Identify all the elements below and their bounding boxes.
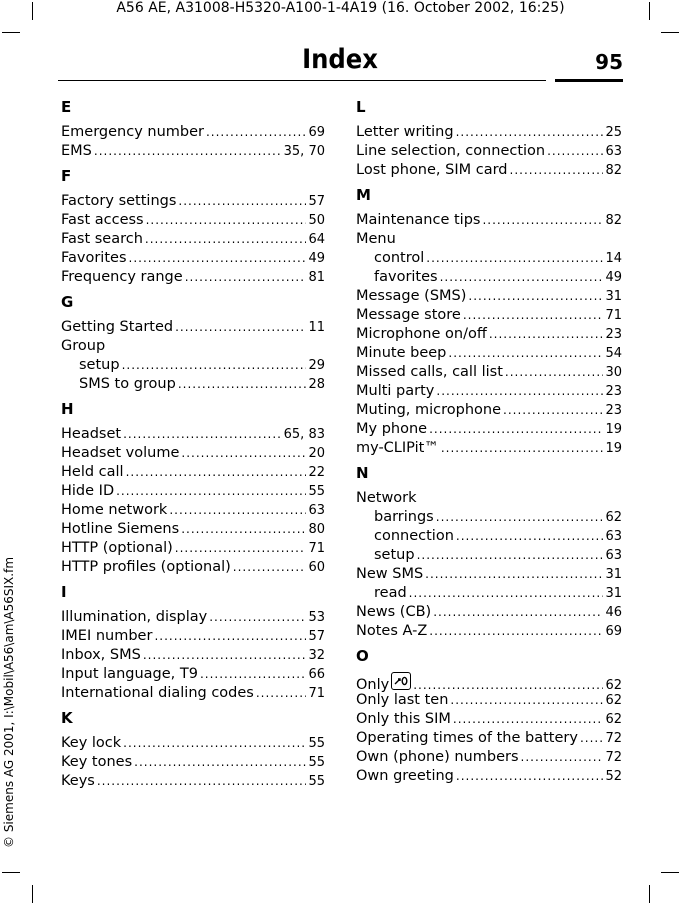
entry-label: Operating times of the battery xyxy=(356,730,578,746)
entry-page: 31 xyxy=(605,567,622,582)
entry-page: 23 xyxy=(605,403,622,418)
index-entry xyxy=(61,558,325,577)
index-entry xyxy=(61,123,325,142)
index-entry xyxy=(356,622,622,641)
index-entry xyxy=(61,211,325,230)
entry-label: SMS to group xyxy=(79,376,176,392)
entry-label: Held call xyxy=(61,464,124,480)
index-entry xyxy=(61,646,325,665)
entry-page: 57 xyxy=(308,629,325,644)
entry-label: Headset volume xyxy=(61,445,180,461)
section-letter: I xyxy=(61,583,67,601)
index-entry xyxy=(61,753,325,772)
crop-mark xyxy=(649,885,650,903)
entry-page: 80 xyxy=(308,522,325,537)
index-entry xyxy=(356,363,622,382)
section-letter: M xyxy=(356,186,371,204)
crop-mark xyxy=(2,872,20,873)
entry-label: Keys xyxy=(61,773,95,789)
entry-page: 35, 70 xyxy=(283,144,325,159)
entry-page: 49 xyxy=(605,270,622,285)
index-entry xyxy=(61,268,325,287)
entry-label: Multi party xyxy=(356,383,435,399)
entry-label: International dialing codes xyxy=(61,685,254,701)
entry-label: Getting Started xyxy=(61,319,174,335)
index-entry xyxy=(356,161,622,180)
key-zero-icon xyxy=(391,672,411,690)
entry-label: New SMS xyxy=(356,566,424,582)
entry-page: 25 xyxy=(605,125,622,140)
entry-page: 55 xyxy=(308,484,325,499)
entry-label: Menu xyxy=(356,231,396,247)
index-entry xyxy=(61,608,325,627)
entry-label: Home network xyxy=(61,502,168,518)
entry-page: 72 xyxy=(605,750,622,765)
entry-label: Minute beep xyxy=(356,345,447,361)
index-section-h xyxy=(61,400,325,577)
section-letter: K xyxy=(61,709,73,727)
index-entry xyxy=(61,192,325,211)
index-section-l xyxy=(356,98,622,180)
entry-page: 71 xyxy=(308,686,325,701)
entry-label: Missed calls, call list xyxy=(356,364,503,380)
index-section-n xyxy=(356,464,622,641)
section-letter: H xyxy=(61,400,74,418)
entry-label: Frequency range xyxy=(61,269,183,285)
entry-label: my-CLIPit™ xyxy=(356,440,439,456)
entry-label: Key lock xyxy=(61,735,122,751)
entry-page: 69 xyxy=(605,624,622,639)
entry-page: 55 xyxy=(308,755,325,770)
entry-label: read xyxy=(374,585,407,601)
entry-page: 71 xyxy=(308,541,325,556)
entry-page: 55 xyxy=(308,774,325,789)
entry-label: Letter writing xyxy=(356,124,454,140)
index-subentry xyxy=(356,527,622,546)
entry-label: Hotline Siemens xyxy=(61,521,180,537)
index-entry xyxy=(61,665,325,684)
entry-page: 31 xyxy=(605,289,622,304)
entry-label: Headset xyxy=(61,426,122,442)
entry-label: connection xyxy=(374,528,454,544)
entry-label: Fast access xyxy=(61,212,144,228)
section-letter: O xyxy=(356,647,369,665)
copyright-sidebar: © Siemens AG 2001, I:\Mobil\A56\am\A56SIX.fm xyxy=(2,556,16,848)
entry-label: Inbox, SMS xyxy=(61,647,141,663)
index-entry xyxy=(61,627,325,646)
index-entry xyxy=(356,325,622,344)
page-title: Index xyxy=(302,44,378,75)
index-subentry xyxy=(356,584,622,603)
entry-label: Emergency number xyxy=(61,124,204,140)
index-subentry xyxy=(356,546,622,565)
crop-mark xyxy=(661,32,679,33)
crop-mark xyxy=(661,872,679,873)
entry-page: 63 xyxy=(605,144,622,159)
index-entry-heading xyxy=(356,230,622,249)
index-entry-heading xyxy=(356,489,622,508)
entry-label: Message (SMS) xyxy=(356,288,467,304)
index-entry xyxy=(356,211,622,230)
index-entry-heading xyxy=(61,337,325,356)
entry-label: Microphone on/off xyxy=(356,326,487,342)
index-entry xyxy=(356,767,622,786)
index-entry xyxy=(356,123,622,142)
entry-label: Line selection, connection xyxy=(356,143,546,159)
entry-label: Input language, T9 xyxy=(61,666,198,682)
entry-page: 49 xyxy=(308,251,325,266)
crop-mark xyxy=(32,885,33,903)
index-entry xyxy=(61,501,325,520)
section-letter: E xyxy=(61,98,72,116)
entry-page: 30 xyxy=(605,365,622,380)
entry-page: 53 xyxy=(308,610,325,625)
entry-label: IMEI number xyxy=(61,628,153,644)
index-entry xyxy=(356,439,622,458)
entry-page: 31 xyxy=(605,586,622,601)
index-subentry xyxy=(61,356,325,375)
entry-page: 63 xyxy=(308,503,325,518)
index-entry xyxy=(356,382,622,401)
index-subentry xyxy=(61,375,325,394)
entry-page: 23 xyxy=(605,384,622,399)
document-meta: A56 AE, A31008-H5320-A100-1-4A19 (16. October 2002, 16:25) xyxy=(116,0,565,16)
entry-label: Group xyxy=(61,338,106,354)
entry-label: Own greeting xyxy=(356,768,454,784)
index-entry xyxy=(356,603,622,622)
index-entry xyxy=(61,318,325,337)
index-entry xyxy=(61,425,325,444)
entry-label: Only last ten xyxy=(356,692,449,708)
entry-label: Key tones xyxy=(61,754,133,770)
entry-page: 19 xyxy=(605,422,622,437)
entry-page: 71 xyxy=(605,308,622,323)
index-column-left xyxy=(61,98,325,791)
entry-page: 63 xyxy=(605,529,622,544)
index-section-i xyxy=(61,583,325,703)
entry-label: HTTP (optional) xyxy=(61,540,173,556)
entry-label: barrings xyxy=(374,509,434,525)
index-entry xyxy=(61,520,325,539)
page-number: 95 xyxy=(595,50,623,74)
index-entry xyxy=(356,729,622,748)
entry-page: 60 xyxy=(308,560,325,575)
entry-page: 65, 83 xyxy=(283,427,325,442)
entry-page: 81 xyxy=(308,270,325,285)
index-subentry xyxy=(356,249,622,268)
page-number-rule xyxy=(555,79,623,82)
index-entry xyxy=(356,710,622,729)
crop-mark xyxy=(2,32,20,33)
entry-page: 64 xyxy=(308,232,325,247)
index-entry xyxy=(356,344,622,363)
entry-label: EMS xyxy=(61,143,92,159)
index-entry xyxy=(61,772,325,791)
index-entry xyxy=(356,748,622,767)
index-entry xyxy=(356,691,622,710)
index-entry xyxy=(356,672,622,691)
entry-page: 82 xyxy=(605,163,622,178)
entry-page: 72 xyxy=(605,731,622,746)
entry-page: 14 xyxy=(605,251,622,266)
entry-page: 54 xyxy=(605,346,622,361)
index-section-m xyxy=(356,186,622,458)
entry-label: control xyxy=(374,250,425,266)
index-subentry xyxy=(356,268,622,287)
index-entry xyxy=(356,420,622,439)
entry-page: 69 xyxy=(308,125,325,140)
index-entry xyxy=(61,539,325,558)
index-entry xyxy=(61,734,325,753)
entry-page: 28 xyxy=(308,377,325,392)
entry-page: 82 xyxy=(605,213,622,228)
entry-label: Fast search xyxy=(61,231,143,247)
section-letter: F xyxy=(61,167,72,185)
entry-label: Own (phone) numbers xyxy=(356,749,519,765)
index-section-e xyxy=(61,98,325,161)
index-column-right xyxy=(356,98,622,786)
entry-page: 29 xyxy=(308,358,325,373)
index-entry xyxy=(61,482,325,501)
index-entry xyxy=(356,401,622,420)
index-section-g xyxy=(61,293,325,394)
section-letter: N xyxy=(356,464,369,482)
entry-label: HTTP profiles (optional) xyxy=(61,559,231,575)
index-entry xyxy=(61,142,325,161)
index-entry xyxy=(356,287,622,306)
index-entry xyxy=(61,230,325,249)
index-entry xyxy=(61,249,325,268)
entry-page: 62 xyxy=(605,678,622,693)
index-section-k xyxy=(61,709,325,791)
entry-page: 32 xyxy=(308,648,325,663)
index-entry xyxy=(61,463,325,482)
entry-page: 23 xyxy=(605,327,622,342)
entry-label: Maintenance tips xyxy=(356,212,481,228)
entry-page: 20 xyxy=(308,446,325,461)
entry-page: 66 xyxy=(308,667,325,682)
index-entry xyxy=(356,306,622,325)
entry-page: 19 xyxy=(605,441,622,456)
entry-page: 62 xyxy=(605,712,622,727)
entry-page: 62 xyxy=(605,693,622,708)
index-entry xyxy=(61,684,325,703)
entry-label: Network xyxy=(356,490,417,506)
index-entry xyxy=(356,565,622,584)
entry-page: 63 xyxy=(605,548,622,563)
entry-label: Message store xyxy=(356,307,461,323)
entry-page: 46 xyxy=(605,605,622,620)
entry-label: Notes A-Z xyxy=(356,623,428,639)
entry-page: 50 xyxy=(308,213,325,228)
section-letter: L xyxy=(356,98,366,116)
entry-page: 52 xyxy=(605,769,622,784)
entry-label: Muting, microphone xyxy=(356,402,502,418)
entry-page: 57 xyxy=(308,194,325,209)
entry-label: News (CB) xyxy=(356,604,432,620)
entry-label: setup xyxy=(374,547,415,563)
entry-label: favorites xyxy=(374,269,438,285)
index-subentry xyxy=(356,508,622,527)
entry-label: Only this SIM xyxy=(356,711,451,727)
entry-label: My phone xyxy=(356,421,428,437)
index-entry xyxy=(61,444,325,463)
entry-page: 55 xyxy=(308,736,325,751)
entry-label: Only xyxy=(356,677,390,693)
entry-page: 11 xyxy=(308,320,325,335)
entry-page: 62 xyxy=(605,510,622,525)
index-section-f xyxy=(61,167,325,287)
entry-label: Factory settings xyxy=(61,193,177,209)
entry-label: Lost phone, SIM card xyxy=(356,162,508,178)
entry-label: Illumination, display xyxy=(61,609,208,625)
entry-label: Hide ID xyxy=(61,483,115,499)
header-rule xyxy=(58,80,546,81)
section-letter: G xyxy=(61,293,74,311)
index-section-o xyxy=(356,647,622,786)
entry-label: Favorites xyxy=(61,250,127,266)
entry-label: setup xyxy=(79,357,120,373)
entry-page: 22 xyxy=(308,465,325,480)
index-entry xyxy=(356,142,622,161)
